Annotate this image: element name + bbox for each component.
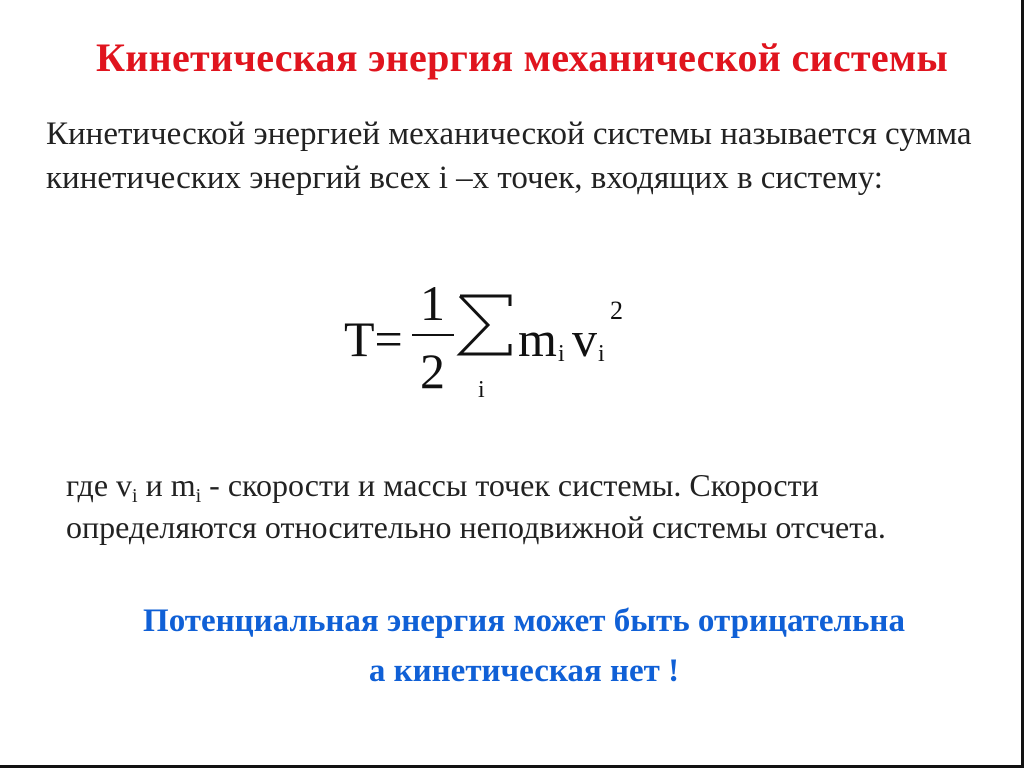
summation-sign	[454, 290, 516, 360]
mass-index: i	[558, 341, 565, 367]
formula-lhs: T=	[344, 311, 403, 367]
velocity-index: i	[598, 341, 605, 367]
highlight-note	[0, 596, 1024, 696]
velocity-index-inline: i	[132, 485, 138, 507]
explanation-middle: и m	[137, 467, 196, 503]
slide-title: Кинетическая энергия механической системы	[96, 35, 948, 80]
mass-symbol: m	[518, 311, 557, 367]
explanation-prefix: где v	[66, 467, 133, 503]
formula-numerator: 1	[420, 275, 445, 331]
note-line-1: Потенциальная энергия может быть отрицательна	[143, 603, 905, 639]
velocity-exponent: 2	[610, 296, 623, 325]
definition-text: Кинетической энергией механической системы называется сумма кинетических энергий всех i –х точек, входящих в систему:	[46, 116, 972, 196]
mass-index-inline: i	[195, 485, 202, 507]
explanation-suffix: - скорости и массы точек системы. Скорости определяются относительно неподвижной системы отсчета.	[66, 467, 886, 545]
note-line-2: а кинетическая нет !	[368, 653, 680, 689]
kinetic-energy-formula	[0, 270, 1024, 420]
fraction-bar	[412, 334, 454, 336]
formula-denominator: 2	[420, 343, 445, 399]
sum-index: i	[478, 377, 485, 403]
explanation-text	[66, 464, 996, 548]
velocity-symbol: v	[572, 311, 597, 367]
